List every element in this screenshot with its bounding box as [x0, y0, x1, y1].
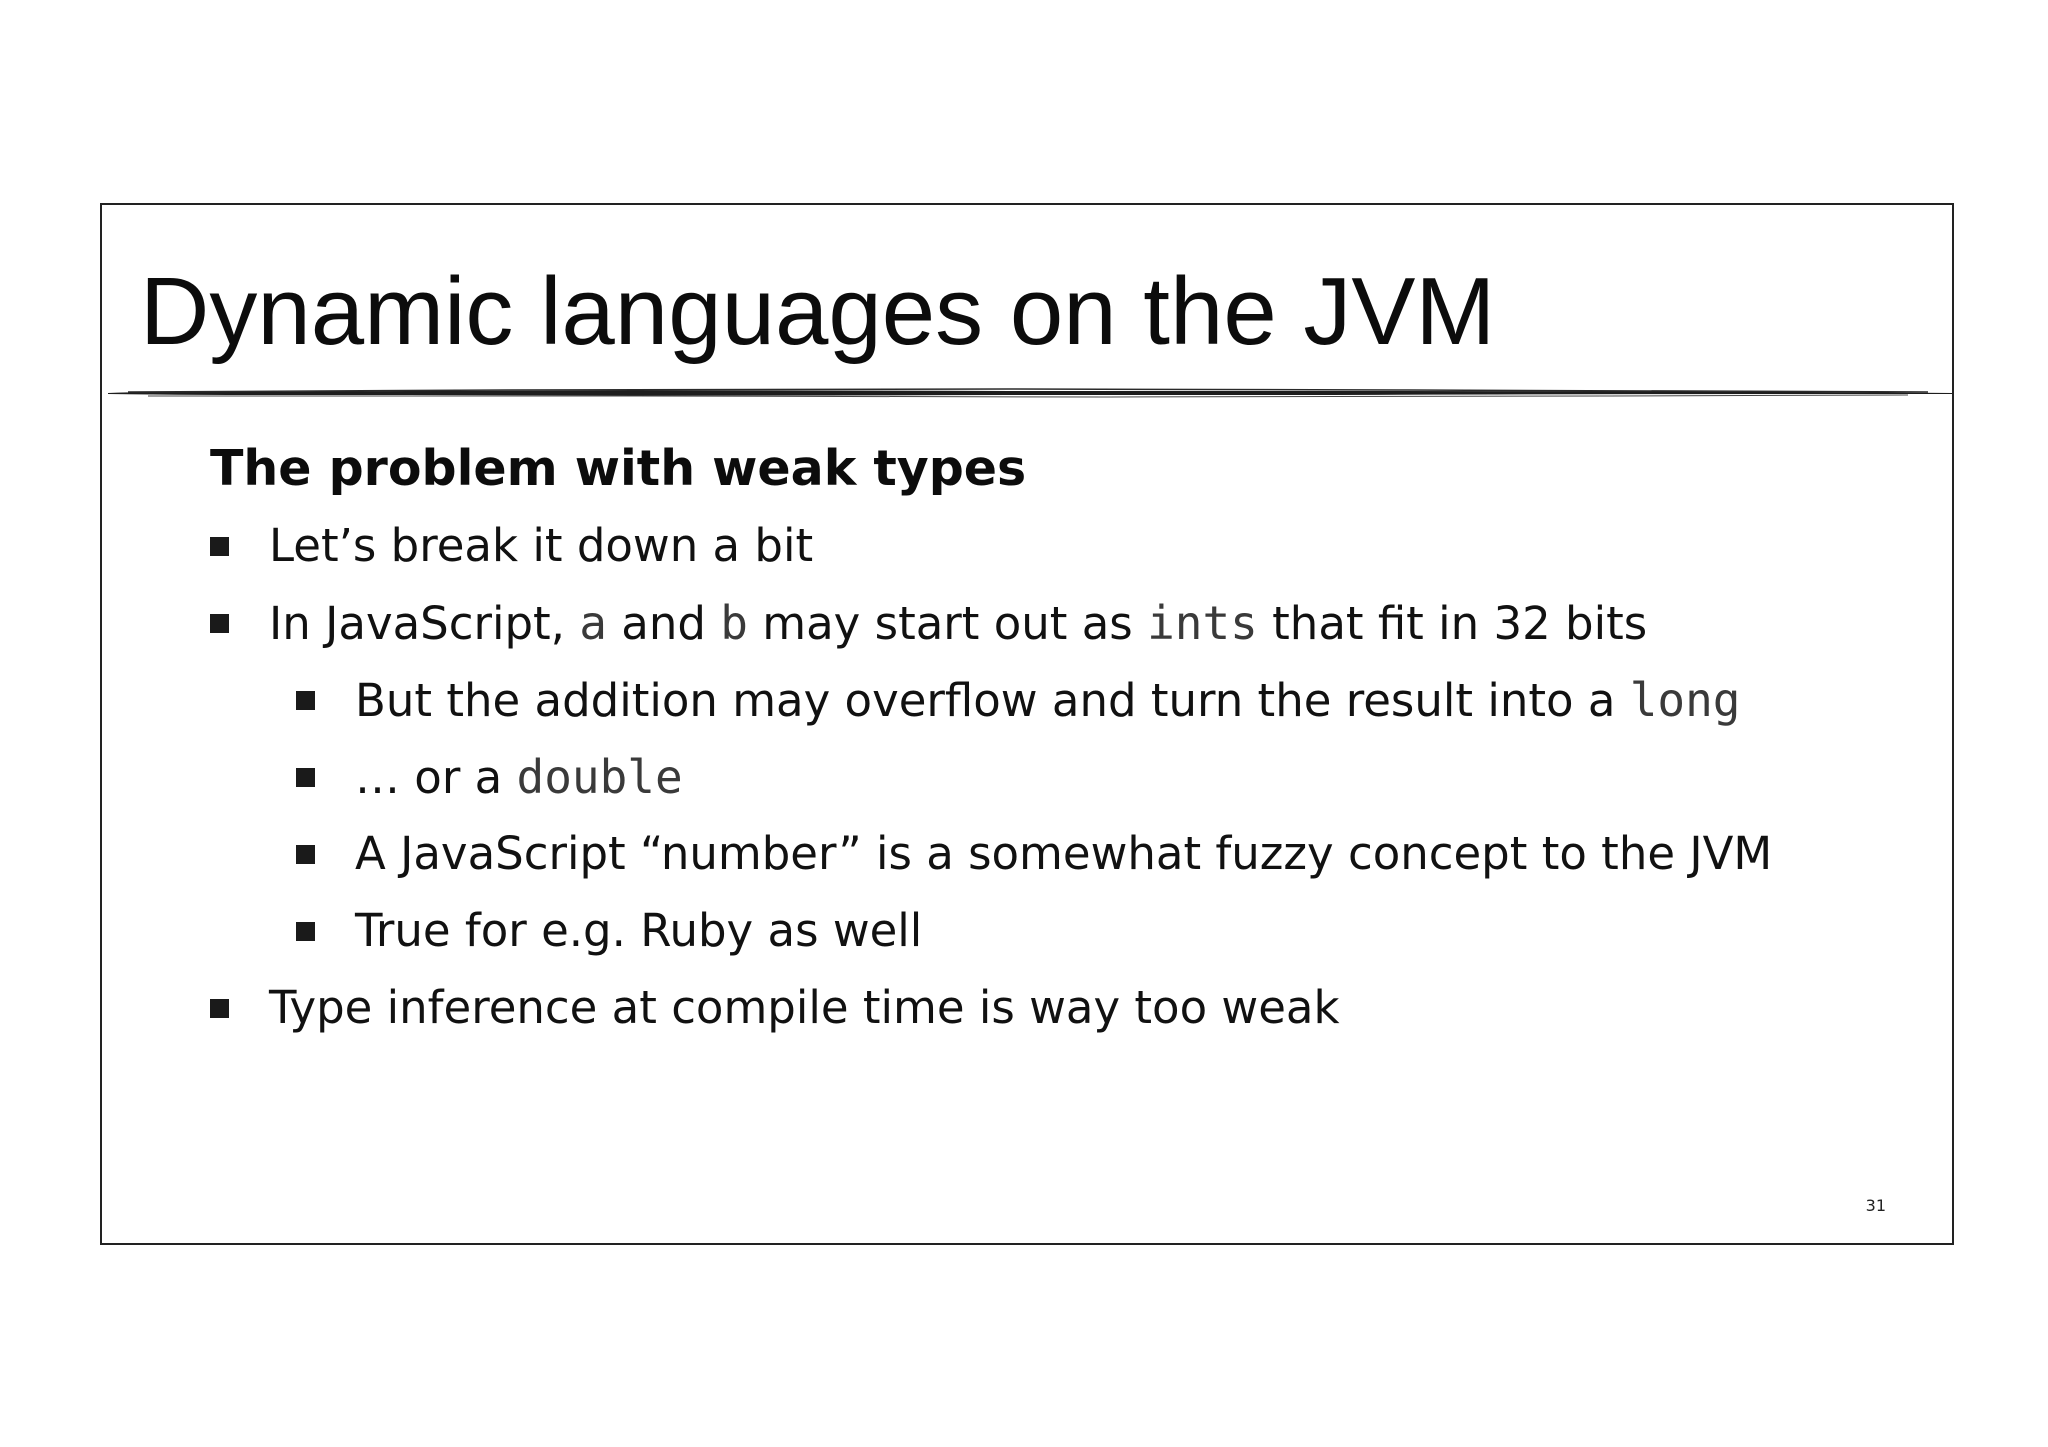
sub-bullet-item [210, 747, 1910, 807]
code-double: double [516, 750, 683, 804]
bullet-text: A JavaScript “number” is a somewhat fuzzy concept to the JVM [355, 827, 1773, 880]
square-bullet-icon [296, 845, 315, 864]
slide-frame [100, 203, 1954, 1245]
square-bullet-icon [210, 614, 229, 633]
slide-title: Dynamic languages on the JVM [140, 258, 1496, 365]
sub-bullet-item [210, 670, 1910, 730]
bullet-text: may start out as [747, 597, 1148, 650]
bullet-text: and [606, 597, 721, 650]
bullet-text: that fit in 32 bits [1257, 597, 1648, 650]
sub-bullet-item [210, 824, 1910, 884]
square-bullet-icon [296, 768, 315, 787]
square-bullet-icon [210, 537, 229, 556]
slide-body [210, 439, 1910, 1055]
bullet-text: … or a [355, 751, 517, 804]
bullet-text: Type inference at compile time is way too weak [269, 981, 1340, 1034]
bullet-text: But the addition may overflow and turn the result into a [355, 674, 1630, 727]
sub-bullet-item [210, 901, 1910, 961]
title-divider [108, 385, 1952, 401]
code-ints: ints [1147, 596, 1258, 650]
bullet-text: In JavaScript, [269, 597, 580, 650]
code-a: a [579, 596, 607, 650]
bullet-item [210, 516, 1910, 576]
page-number: 31 [1865, 1196, 1886, 1215]
square-bullet-icon [296, 922, 315, 941]
bullet-text: True for e.g. Ruby as well [355, 904, 923, 957]
square-bullet-icon [210, 999, 229, 1018]
square-bullet-icon [296, 691, 315, 710]
bullet-text: Let’s break it down a bit [269, 519, 814, 572]
code-b: b [720, 596, 748, 650]
slide-subheading: The problem with weak types [210, 440, 1027, 497]
code-long: long [1629, 673, 1741, 727]
bullet-item [210, 978, 1910, 1038]
bullet-item [210, 593, 1910, 653]
